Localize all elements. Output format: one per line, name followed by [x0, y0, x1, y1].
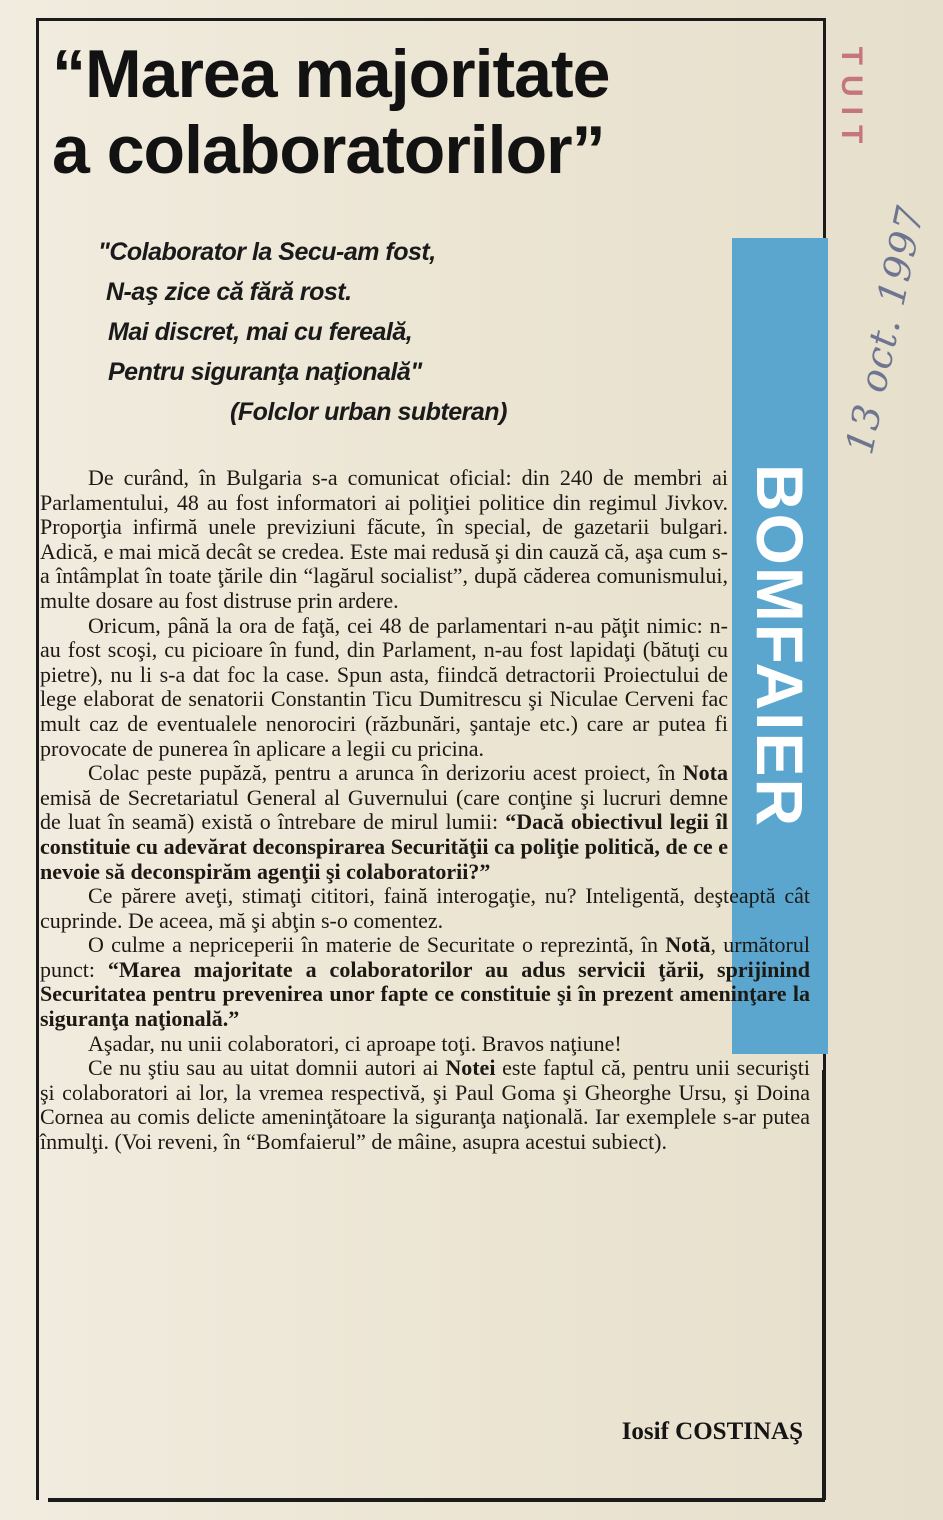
headline-line-1: “Marea majoritate	[52, 36, 610, 112]
bold-quote: “Marea majoritate a colaboratorilor au adus servicii ţării, sprijinind Securitatea pentru prevenirea unor fapte ce constituie şi în prezent ameninţare la siguranţa naţională.”	[40, 956, 810, 1032]
bold-term: Nota	[682, 760, 728, 786]
rubric-title: BOMFAIER	[743, 463, 817, 829]
paragraph-text: este faptul că, pentru unii securişti şi colaboratori ai lor, la vremea respectivă, şi Paul Goma şi Gheorghe Ursu, şi Doina Cornea au comis delicte ameninţătoare la siguranţa naţională. Iar exemplele s-ar putea înmulţi. (Voi reveni, în “Bomfaierul” de mâine, asupra acestui subiect).	[40, 1055, 810, 1155]
paragraph: Ce părere aveţi, stimaţi cititori, faină interogaţie, nu? Inteligentă, deşteaptă cât cuprinde. De aceea, mă şi abţin s-o comentez.	[40, 883, 810, 933]
article-frame-right	[822, 1070, 825, 1502]
paragraph: De curând, în Bulgaria s-a comunicat oficial: din 240 de membri ai Parlamentului, 48 au fost informatori ai poliţiei politice din regimul Jivkov. Proporţia infirmă unele previziuni făcute, în special, de gazetarii bulgari. Adică, e mai mică decât se credea. Este mai redusă şi din cauză că, aşa cum s-a întâmplat în toate ţările din “lagărul socialist”, după căderea comunismului, multe dosare au fost distruse prin ardere.	[40, 465, 728, 613]
paragraph	[40, 933, 810, 1031]
headline-line-2: a colaboratorilor”	[52, 112, 605, 188]
article-headline	[52, 36, 812, 188]
paragraph: Oricum, până la ora de faţă, cei 48 de parlamentari n-au păţit nimic: n-au fost scoşi, cu picioare în fund, din Parlament, n-au fost lapidaţi (bătuţi cu pietre), nu li s-a dat foc la case. Spun asta, fiindcă detractorii Proiectului de lege elaborat de senatorii Constantin Ticu Dumitrescu şi Niculae Cerveni fac mult caz de eventualele nenorociri (răzbunări, şantaje etc.) care ar putea fi provocate de punerea în aplicare a legii cu pricina.	[40, 612, 728, 761]
paragraph: Aşadar, nu unii colaboratori, ci aproape toţi. Bravos naţiune!	[88, 1030, 622, 1056]
epigraph	[98, 232, 658, 432]
paragraph-text: , următorul punct:	[40, 932, 810, 982]
bold-term: Notei	[445, 1055, 496, 1081]
paragraph-text: emisă de Secretariatul General al Guvernului (care conţine şi lucruri demne de luat în seamă) există o întrebare de mirul lumii:	[40, 784, 728, 835]
paragraph	[40, 761, 728, 884]
paragraph-text: O culme a nepriceperii în materie de Securitate o reprezintă, în	[88, 932, 666, 958]
epigraph-line: Pentru siguranţa naţională"	[108, 358, 422, 386]
bold-quote: “Dacă obiectivul legii îl constituie cu adevărat deconspirarea Securităţii ca poliţie politică, de ce e nevoie să deconspirăm agenţii şi colaboratorii?”	[40, 809, 728, 884]
author-signature: Iosif COSTINAŞ	[621, 1418, 803, 1445]
paragraph-text: Ce nu ştiu sau au uitat domnii autori ai	[88, 1055, 446, 1081]
epigraph-line: N-aş zice că fără rost.	[106, 278, 352, 306]
paragraph-text: Colac peste pupăză, pentru a arunca în derizoriu acest proiect, în	[88, 760, 683, 786]
article-body	[40, 465, 810, 1155]
stamp-text: TUIT	[835, 46, 868, 154]
paragraph	[40, 1056, 810, 1154]
handwritten-date: 13 oct. 1997	[837, 201, 933, 459]
epigraph-line: "Colaborator la Secu-am fost,	[98, 238, 436, 266]
article-frame-bottom	[48, 1498, 823, 1502]
epigraph-line: Mai discret, mai cu fereală,	[108, 318, 413, 346]
bold-term: Notă	[665, 932, 711, 958]
epigraph-source: (Folclor urban subteran)	[230, 398, 507, 426]
